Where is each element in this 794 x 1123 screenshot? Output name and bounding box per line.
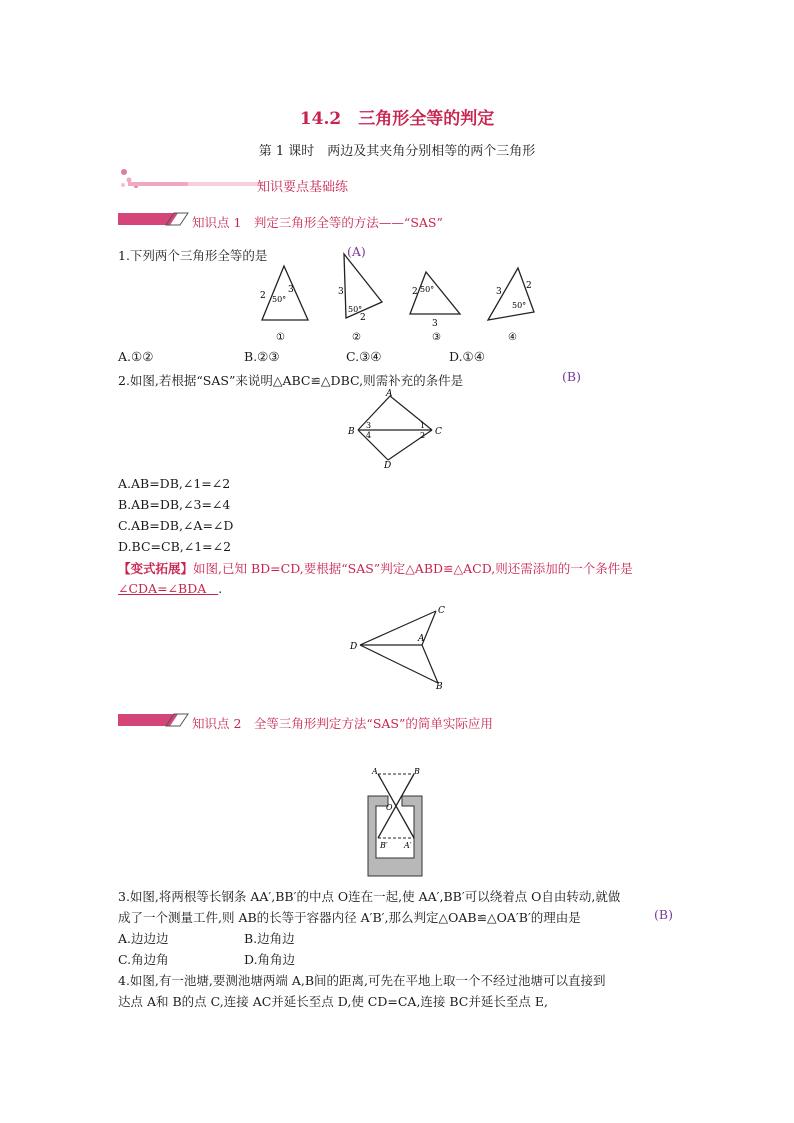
variant-answer: ∠CDA=∠BDA — [118, 581, 207, 596]
page-title: 14.2 三角形全等的判定 — [299, 109, 495, 129]
q1-option-c: C.③④ — [346, 349, 382, 364]
svg-text:2: 2 — [260, 291, 266, 301]
svg-text:O: O — [386, 803, 393, 812]
q2-quadrilateral-figure — [346, 388, 450, 470]
variant-tag: 【变式拓展】 — [118, 561, 194, 576]
svg-text:A: A — [386, 389, 393, 399]
q3-line-2: 成了一个测量工件,则 AB的长等于容器内径 A′B′,那么判定△OAB≌△OA′B′的理由是 — [118, 910, 581, 925]
q3-line-1: 3.如图,将两根等长钢条 AA′,BB′的中点 O连在一起,使 AA′,BB′可以绕着点 O自由转动,就做 — [118, 889, 621, 904]
svg-text:2: 2 — [420, 431, 426, 440]
q4-line-2: 达点 A和 B的点 C,连接 AC并延长至点 D,使 CD=CA,连接 BC并延长至点 E, — [118, 994, 548, 1009]
svg-text:50°: 50° — [272, 295, 287, 304]
section-title: 知识要点基础练 — [257, 180, 349, 195]
svg-text:D: D — [350, 642, 358, 652]
tri-label-1: ① — [276, 332, 285, 343]
q1-answer: (A) — [347, 244, 366, 259]
svg-text:2: 2 — [360, 313, 366, 323]
q3-option-d: D.角角边 — [244, 952, 296, 967]
svg-text:4: 4 — [366, 431, 372, 440]
q1-stem: 1.下列两个三角形全等的是 — [118, 248, 268, 263]
tri-label-2: ② — [352, 332, 361, 343]
q3-answer: (B) — [654, 907, 673, 922]
q2-answer: (B) — [562, 369, 581, 384]
q3-option-c: C.角边角 — [118, 952, 169, 967]
variant-extension — [118, 559, 633, 577]
svg-text:A′: A′ — [404, 841, 412, 850]
kp1-bar-decoration — [118, 211, 190, 227]
q1-option-a: A.①② — [118, 349, 154, 364]
variant-figure — [346, 603, 450, 691]
q2-option-d: D.BC=CB,∠1=∠2 — [118, 539, 232, 554]
knowledge-point-2: 知识点 2 全等三角形判定方法“SAS”的简单实际应用 — [192, 716, 493, 731]
svg-text:C: C — [435, 427, 442, 437]
svg-text:A: A — [418, 634, 425, 644]
variant-answer-line: ∠CDA=∠BDA . — [118, 581, 223, 596]
lesson-subtitle: 第 1 课时 两边及其夹角分别相等的两个三角形 — [258, 144, 536, 159]
kp2-bar-decoration — [118, 712, 190, 728]
svg-text:1: 1 — [420, 421, 426, 430]
q1-option-b: B.②③ — [244, 349, 280, 364]
q2-option-a: A.AB=DB,∠1=∠2 — [118, 476, 231, 491]
q4-line-1: 4.如图,有一池塘,要测池塘两端 A,B间的距离,可先在平地上取一个不经过池塘可以直接到 — [118, 973, 606, 988]
q2-stem: 2.如图,若根据“SAS”来说明△ABC≌△DBC,则需补充的条件是 — [118, 373, 464, 388]
svg-text:3: 3 — [338, 287, 344, 297]
svg-text:B′: B′ — [380, 841, 388, 850]
svg-text:50°: 50° — [348, 305, 363, 314]
q2-option-b: B.AB=DB,∠3=∠4 — [118, 497, 231, 512]
section-banner-decoration — [118, 166, 268, 194]
q1-triangles-figure — [250, 262, 530, 344]
q3-option-a: A.边边边 — [118, 931, 169, 946]
q3-option-b: B.边角边 — [244, 931, 295, 946]
q1-option-d: D.①④ — [449, 349, 485, 364]
variant-text: 如图,已知 BD=CD,要根据“SAS”判定△ABD≌△ACD,则还需添加的一个条件是 — [193, 561, 633, 576]
svg-text:C: C — [438, 606, 445, 616]
svg-text:D: D — [384, 461, 392, 471]
svg-text:3: 3 — [432, 319, 438, 329]
svg-text:50°: 50° — [420, 285, 435, 294]
svg-text:B: B — [436, 682, 443, 692]
svg-text:B: B — [348, 427, 355, 437]
knowledge-point-1: 知识点 1 判定三角形全等的方法——“SAS” — [192, 215, 443, 230]
svg-text:2: 2 — [526, 281, 532, 291]
svg-text:3: 3 — [288, 285, 294, 295]
tri-label-4: ④ — [508, 332, 517, 343]
svg-text:50°: 50° — [512, 301, 527, 310]
svg-text:B: B — [414, 767, 420, 776]
svg-text:2: 2 — [412, 287, 418, 297]
tri-label-3: ③ — [432, 332, 441, 343]
container-tool-figure — [356, 762, 436, 880]
svg-text:A: A — [372, 767, 378, 776]
svg-text:3: 3 — [496, 287, 502, 297]
svg-text:3: 3 — [366, 421, 372, 430]
q2-option-c: C.AB=DB,∠A=∠D — [118, 518, 234, 533]
